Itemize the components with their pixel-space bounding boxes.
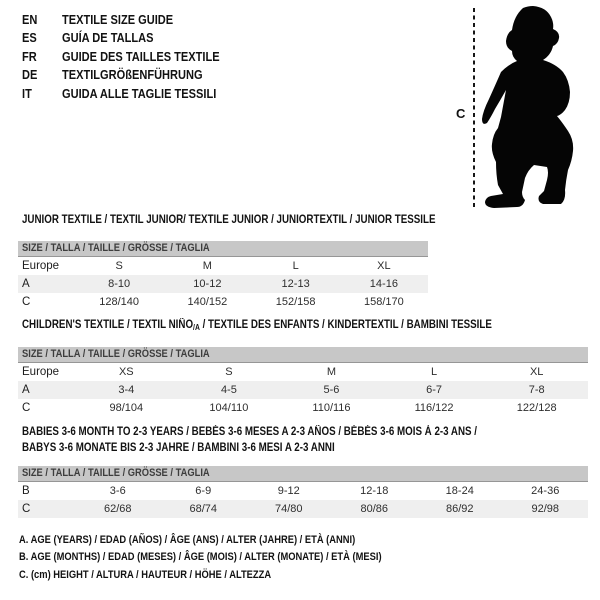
footnote-c-text: C. (cm) HEIGHT / ALTURA / HAUTEUR / HÖHE / ALTEZZA [19, 568, 272, 581]
table-row [18, 275, 428, 293]
table-cell: 18-24 [445, 485, 474, 497]
table-cell: 86/92 [417, 500, 503, 518]
table-cell: C [22, 402, 31, 414]
table-cell: XL [377, 260, 391, 272]
children-size-header-bar [18, 347, 588, 363]
height-measure-dashed-line [473, 8, 475, 209]
lang-code: DE [22, 67, 38, 83]
table-cell: 116/122 [414, 402, 454, 414]
table-cell: 7-8 [485, 381, 588, 399]
table-cell: 68/74 [161, 500, 247, 518]
table-cell: 3-4 [75, 381, 178, 399]
babies-title-line2: BABYS 3-6 MONATE BIS 2-3 JAHRE / BAMBINI 3-6 MESI A 2-3 ANNI [22, 442, 335, 454]
table-cell: Europe [22, 260, 60, 272]
lang-row-fr [22, 47, 247, 66]
table-cell: C [22, 296, 31, 308]
lang-row-de [22, 66, 247, 85]
table-cell: 12-13 [252, 275, 340, 293]
footnote-a-text: A. AGE (YEARS) / EDAD (AÑOS) / ÂGE (ANS) / ALTER (JAHRE) / ETÀ (ANNI) [19, 533, 356, 546]
table-row [18, 257, 428, 275]
table-row [18, 381, 588, 399]
lang-row-es [22, 29, 247, 48]
table-cell: 152/158 [275, 296, 316, 308]
babies-size-header-bar [18, 466, 588, 482]
table-cell: A [18, 381, 75, 399]
table-cell: 6-9 [195, 485, 212, 497]
children-title-subscript: /A [193, 323, 200, 332]
table-cell: S [225, 366, 233, 378]
children-size-table [18, 363, 588, 417]
children-section-title-text [22, 317, 492, 336]
table-row [18, 482, 588, 500]
lang-code: ES [22, 30, 37, 46]
table-cell: S [115, 260, 123, 272]
toddler-silhouette-image [481, 4, 586, 209]
height-measure-label: C [456, 106, 466, 121]
table-cell: 122/128 [516, 402, 557, 414]
size-header-text: SIZE / TALLA / TAILLE / GRÖSSE / TAGLIA [22, 242, 210, 254]
table-cell: 140/152 [187, 296, 228, 308]
children-title-pre: CHILDREN'S TEXTILE / TEXTIL NIÑO [22, 319, 194, 331]
footnotes [19, 531, 446, 584]
babies-size-table [18, 482, 588, 518]
table-row [18, 293, 428, 311]
table-cell: 5-6 [280, 381, 383, 399]
junior-section-title [22, 212, 508, 228]
size-header-text: SIZE / TALLA / TAILLE / GRÖSSE / TAGLIA [22, 348, 210, 360]
table-cell: 14-16 [340, 275, 428, 293]
table-cell: 4-5 [178, 381, 281, 399]
table-cell: M [326, 366, 337, 378]
table-cell: 92/98 [503, 500, 589, 518]
table-cell: 12-18 [360, 485, 389, 497]
lang-code: IT [22, 85, 32, 101]
table-cell: 24-36 [531, 485, 560, 497]
children-section-title [22, 317, 575, 336]
table-cell: A [18, 275, 75, 293]
footnote-c [19, 566, 446, 584]
table-cell: 158/170 [363, 296, 404, 308]
table-cell: 74/80 [246, 500, 332, 518]
table-cell: B [22, 485, 30, 497]
table-cell: 128/140 [99, 296, 139, 308]
table-cell: 8-10 [75, 275, 163, 293]
footnote-b [19, 549, 446, 567]
table-cell: C [18, 500, 75, 518]
table-cell: 98/104 [109, 402, 144, 414]
size-header-text: SIZE / TALLA / TAILLE / GRÖSSE / TAGLIA [22, 467, 210, 479]
children-title-post: / TEXTILE DES ENFANTS / KINDERTEXTIL / BAMBINI TESSILE [199, 319, 492, 331]
language-list [22, 10, 247, 103]
table-cell: 9-12 [277, 485, 300, 497]
lang-code: EN [22, 11, 38, 27]
lang-label: GUIDA ALLE TAGLIE TESSILI [62, 85, 217, 101]
lang-code: FR [22, 48, 37, 64]
table-row [18, 363, 588, 381]
table-row [18, 500, 588, 518]
table-cell: XL [529, 366, 544, 378]
table-cell: 6-7 [383, 381, 486, 399]
table-cell: XS [118, 366, 134, 378]
table-cell: 80/86 [332, 500, 418, 518]
table-cell: L [292, 260, 299, 272]
table-cell: M [202, 260, 212, 272]
babies-title-line1: BABIES 3-6 MONTH TO 2-3 YEARS / BEBÉS 3-6 MESES A 2-3 AÑOS / BÉBÉS 3-6 MOIS À 2-3 ANS / [22, 426, 478, 438]
lang-label: GUÍA DE TALLAS [62, 30, 154, 46]
lang-label: TEXTILE SIZE GUIDE [62, 11, 174, 27]
table-cell: 10-12 [163, 275, 251, 293]
lang-label: TEXTILGRÖßENFÜHRUNG [62, 67, 203, 83]
lang-row-en [22, 10, 247, 29]
table-cell: 3-6 [109, 485, 126, 497]
table-cell: L [431, 366, 438, 378]
table-cell: Europe [22, 366, 60, 378]
footnote-b-text: B. AGE (MONTHS) / EDAD (MESES) / ÂGE (MOIS) / ALTER (MONATE) / ETÀ (MESI) [19, 551, 382, 564]
junior-size-table [18, 257, 428, 311]
lang-label: GUIDE DES TAILLES TEXTILE [62, 48, 220, 64]
table-row [18, 399, 588, 417]
babies-section-title [22, 424, 557, 456]
table-cell: 62/68 [75, 500, 161, 518]
junior-size-header-bar [18, 241, 428, 257]
lang-row-it [22, 84, 247, 103]
table-cell: 104/110 [209, 402, 249, 414]
junior-section-title-text: JUNIOR TEXTILE / TEXTIL JUNIOR/ TEXTILE JUNIOR / JUNIORTEXTIL / JUNIOR TESSILE [22, 214, 436, 226]
table-cell: 110/116 [312, 402, 351, 414]
footnote-a [19, 531, 446, 549]
